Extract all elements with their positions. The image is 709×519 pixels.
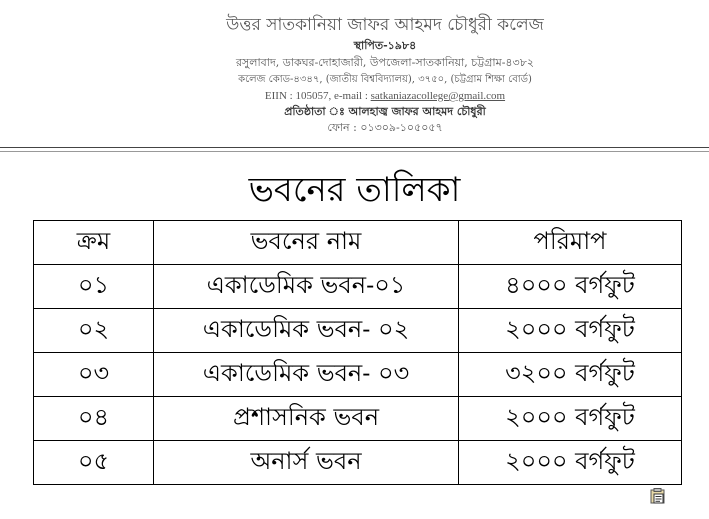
cell-building-name: একাডেমিক ভবন- ০২ [154, 309, 459, 353]
cell-building-name: একাডেমিক ভবন-০১ [154, 265, 459, 309]
table-row [34, 309, 682, 353]
header-serial: ক্রম [34, 221, 154, 265]
table-row [34, 397, 682, 441]
cell-serial: ০৩ [34, 353, 154, 397]
cell-building-name: অনার্স ভবন [154, 441, 459, 485]
page-title: ভবনের তালিকা [248, 170, 461, 210]
cell-area: ২০০০ বর্গফুট [459, 309, 682, 353]
header-divider-bottom [0, 151, 709, 152]
header-divider-top [0, 147, 709, 148]
email-link[interactable]: satkaniazacollege@gmail.com [370, 90, 506, 102]
cell-serial: ০৪ [34, 397, 154, 441]
eiin-label: EIIN : 105057, e-mail : [264, 90, 371, 102]
cell-serial: ০২ [34, 309, 154, 353]
cell-building-name: একাডেমিক ভবন- ০৩ [154, 353, 459, 397]
founder-line: প্রতিষ্ঠাতা ঃ আলহাজ্ব জাফর আহমদ চৌধুরী [284, 105, 486, 118]
phone-line: ফোন : ০১৩০৯-১০৫০৫৭ [327, 121, 443, 134]
table-row [34, 441, 682, 485]
college-name: উত্তর সাতকানিয়া জাফর আহমদ চৌধুরী কলেজ [226, 15, 544, 35]
table-row [34, 265, 682, 309]
clipboard-icon[interactable] [650, 488, 665, 504]
cell-building-name: প্রশাসনিক ভবন [154, 397, 459, 441]
cell-area: ২০০০ বর্গফুট [459, 397, 682, 441]
cell-area: ৪০০০ বর্গফুট [459, 265, 682, 309]
buildings-table [33, 220, 682, 485]
header-area: পরিমাপ [459, 221, 682, 265]
cell-serial: ০১ [34, 265, 154, 309]
cell-serial: ০৫ [34, 441, 154, 485]
cell-area: ২০০০ বর্গফুট [459, 441, 682, 485]
table-row [34, 353, 682, 397]
college-codes: কলেজ কোড-৪৩৪৭, (জাতীয় বিশ্ববিদ্যালয়), ৩৭৫০, (চট্টগ্রাম শিক্ষা বোর্ড) [238, 74, 532, 85]
established-year: স্থাপিত-১৯৮৪ [353, 39, 417, 52]
cell-area: ৩২০০ বর্গফুট [459, 353, 682, 397]
letterhead [150, 14, 620, 136]
table-header-row [34, 221, 682, 265]
eiin-line [150, 88, 620, 104]
college-address: রসুলাবাদ, ডাকঘর-দোহাজারী, উপজেলা-সাতকানিয়া, চট্টগ্রাম-৪৩৮২ [235, 56, 535, 69]
header-building-name: ভবনের নাম [154, 221, 459, 265]
